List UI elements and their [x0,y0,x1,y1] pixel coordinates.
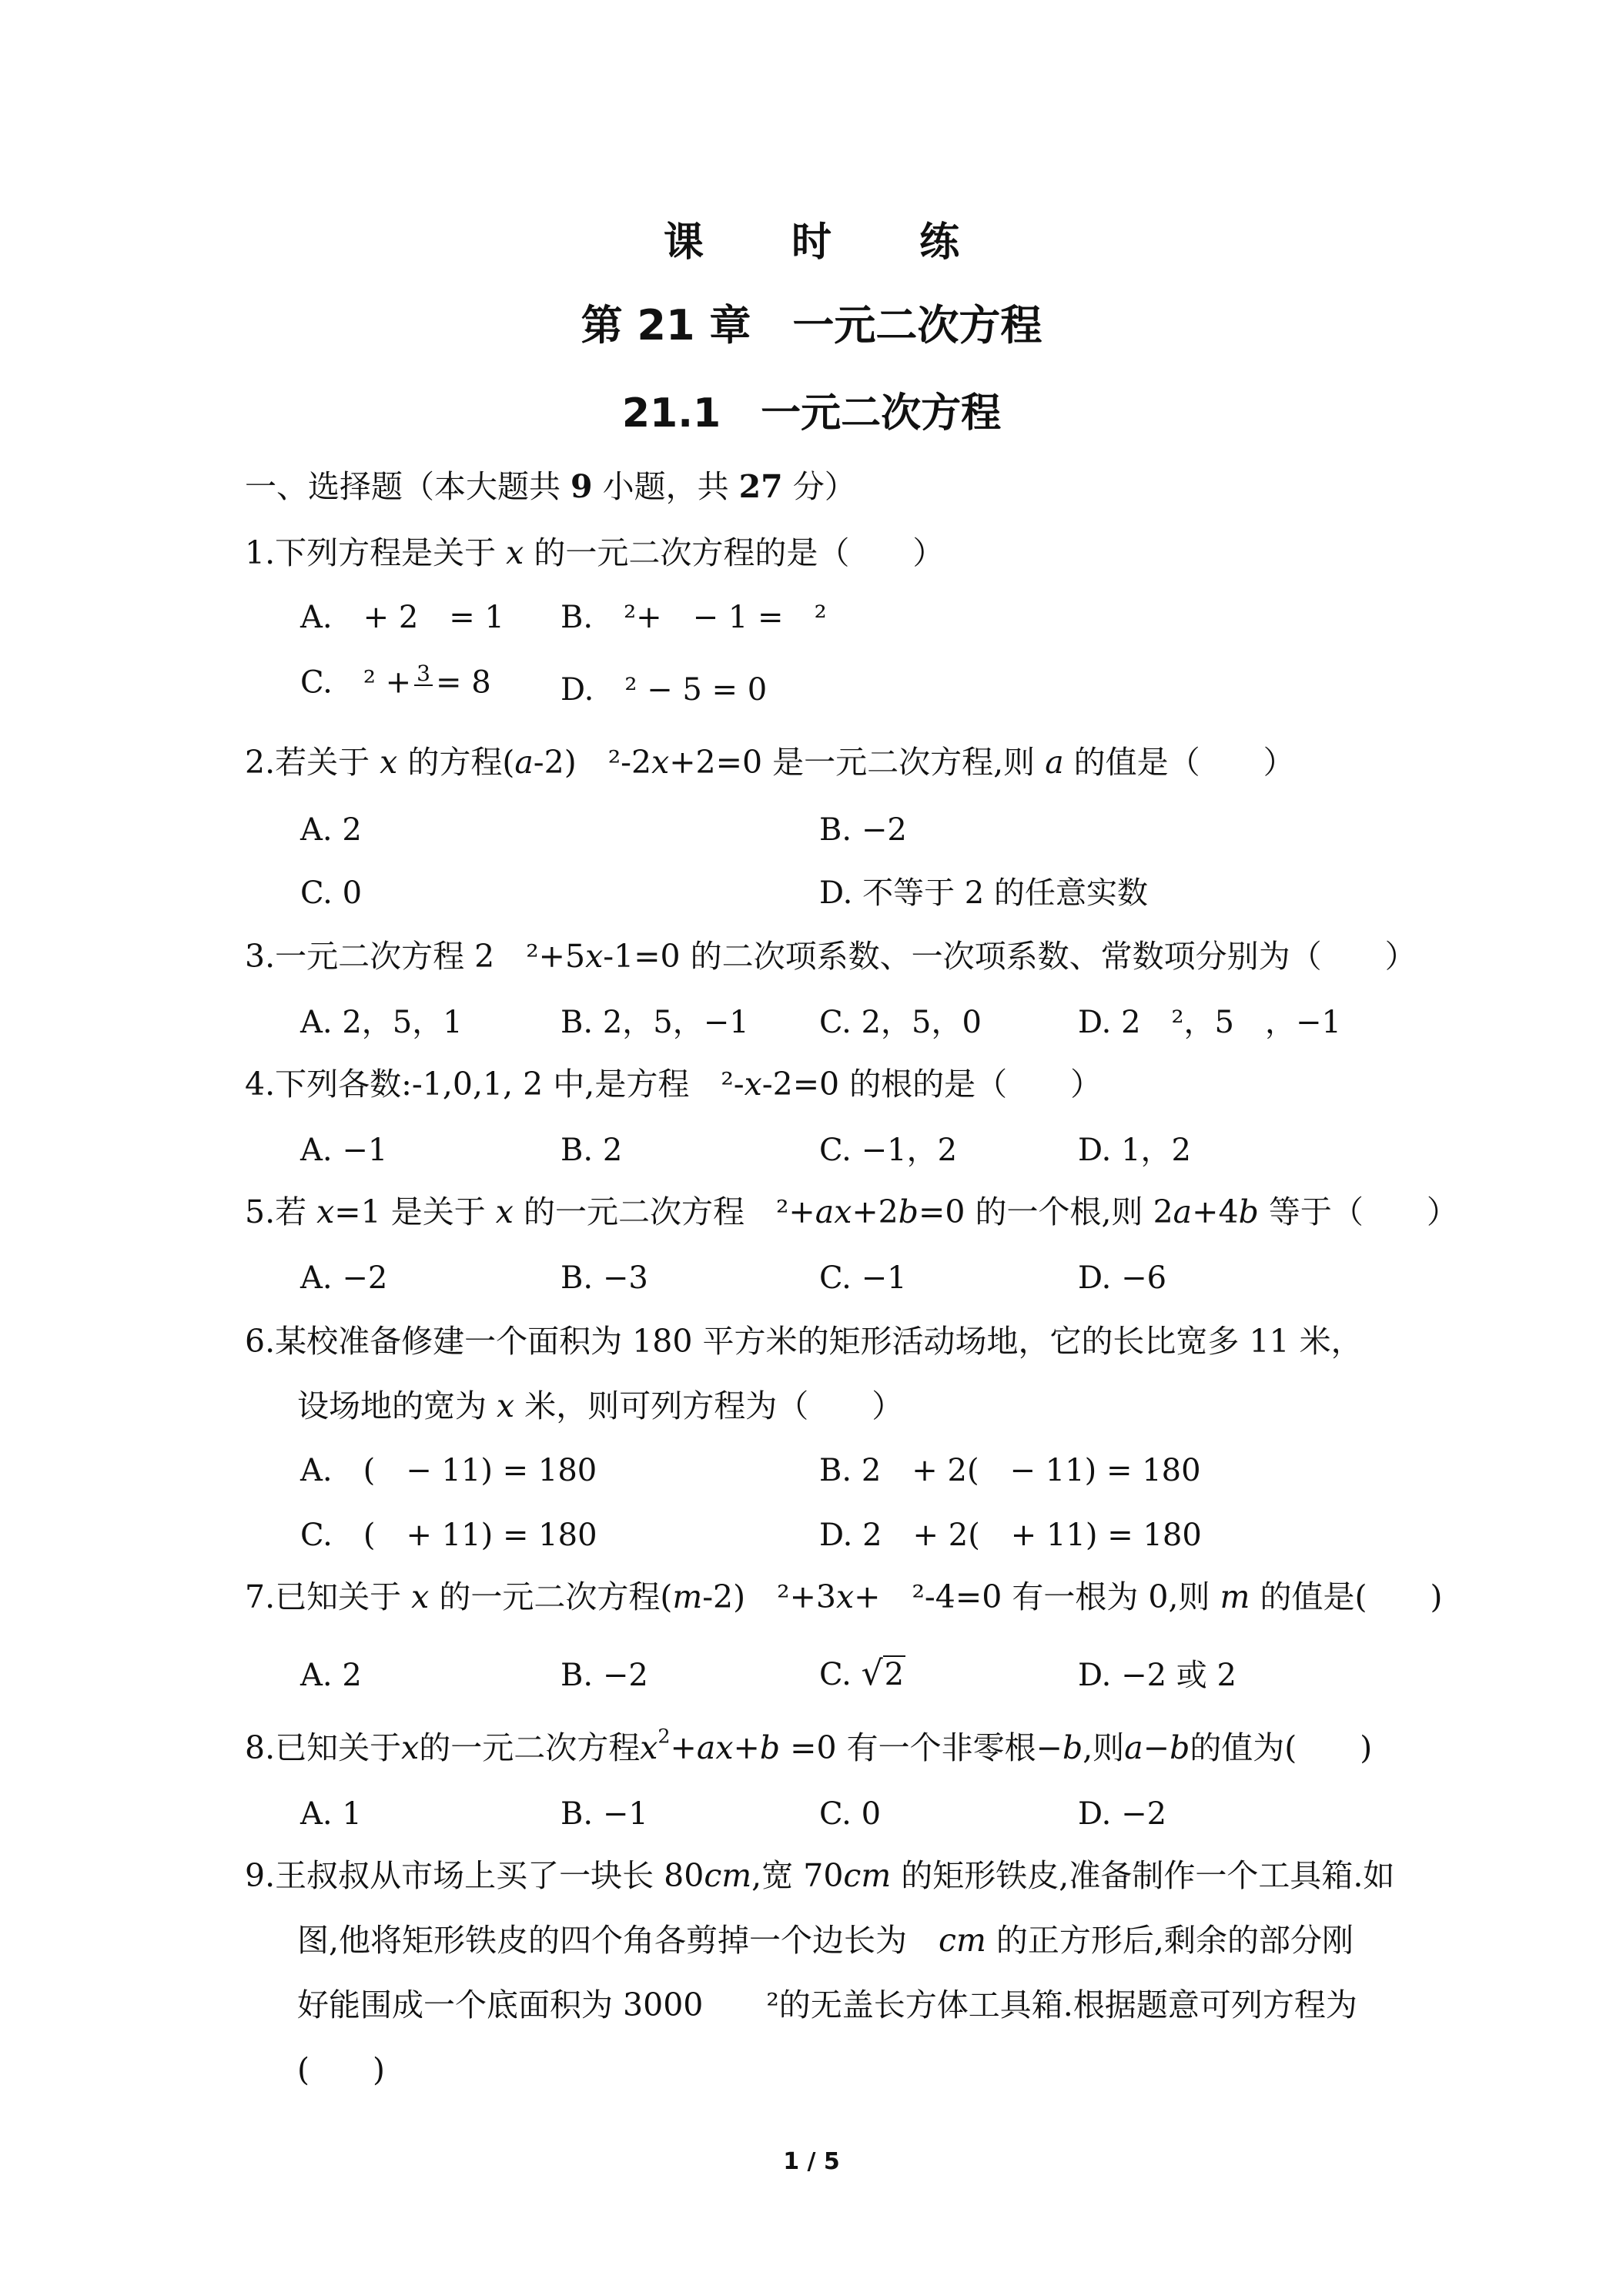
question-8-option-c: C. 0 [819,1796,882,1832]
question-3-option-a: A. 2，5，1 [300,1005,463,1040]
question-2-option-a: A. 2 [300,812,362,848]
question-4-stem: 4.下列各数:-1,0,1, 2 中,是方程 ²-x-2=0 的根的是（ ） [245,1066,1103,1103]
question-2-option-b: B. −2 [819,812,907,848]
question-5-option-d: D. −6 [1078,1260,1167,1296]
question-1-option-b: B. ²+ − 1 = ² [561,600,827,635]
question-6-option-d: D. 2 + 2( + 11) = 180 [819,1518,1202,1553]
page-number: 1 / 5 [783,2148,840,2175]
question-6-stem-line-2: 设场地的宽为 x 米，则可列方程为（ ） [297,1387,904,1424]
question-5-option-b: B. −3 [561,1260,648,1296]
question-2-option-c: C. 0 [300,875,363,911]
question-2-option-d: D. 不等于 2 的任意实数 [819,875,1148,911]
question-7-stem: 7.已知关于 x 的一元二次方程(m-2) ²+3x+ ²-4=0 有一根为 0,则 m 的值是( ) [245,1578,1443,1615]
question-4-option-b: B. 2 [561,1133,623,1168]
question-1-stem: 1.下列方程是关于 x 的一元二次方程的是（ ） [245,534,945,571]
question-9-stem-line-1: 9.王叔叔从市场上买了一块长 80cm,宽 70cm 的矩形铁皮,准备制作一个工具箱.如 [245,1857,1395,1894]
doc-title: 课 时 练 [663,219,997,266]
question-6-stem-line-1: 6.某校准备修建一个面积为 180 平方米的矩形活动场地，它的长比宽多 11 米， [245,1323,1363,1360]
chapter-title: 第 21 章 一元二次方程 [581,301,1042,350]
question-8-option-d: D. −2 [1078,1796,1167,1832]
section-heading: 一、选择题（本大题共 9 小题，共 27 分） [245,468,856,505]
question-3-option-d: D. 2 ²，5 ，−1 [1078,1005,1341,1040]
question-1-option-a: A. + 2 = 1 [300,600,504,635]
question-5-option-c: C. −1 [819,1260,907,1296]
question-8-option-a: A. 1 [300,1796,362,1832]
question-8-stem: 8.已知关于x的一元二次方程$x^2+ax+b =0$ 有一个非零根−b,则a−b的值为( ) [245,1724,1373,1766]
fraction: 3 [414,662,433,708]
question-3-option-c: C. 2，5，0 [819,1005,982,1040]
section-title: 21.1 一元二次方程 [621,390,1002,437]
question-9-stem-line-4: ( ) [297,2051,385,2088]
question-7-option-a: A. 2 [300,1658,362,1693]
square-root: √2 [861,1654,905,1693]
question-5-stem: 5.若 x=1 是关于 x 的一元二次方程 ²+ax+2b=0 的一个根,则 2a+4b 等于（ ） [245,1193,1458,1230]
question-4-option-a: A. −1 [300,1133,388,1168]
question-7-option-c: C. √2 [819,1654,905,1693]
question-1-option-d: D. ² − 5 = 0 [561,672,768,708]
question-6-option-c: C. ( + 11) = 180 [300,1518,597,1553]
question-3-stem: 3.一元二次方程 2 ²+5x-1=0 的二次项系数、一次项系数、常数项分别为（ ） [245,938,1417,975]
question-6-option-a: A. ( − 11) = 180 [300,1453,597,1488]
question-2-stem: 2.若关于 x 的方程(a-2) ²-2x+2=0 是一元二次方程,则 a 的值是（ ） [245,744,1295,781]
question-1-option-c: C. ² + 3 = 8 [300,662,491,708]
question-6-option-b: B. 2 + 2( − 11) = 180 [819,1453,1201,1488]
question-7-option-b: B. −2 [561,1658,648,1693]
question-8-option-b: B. −1 [561,1796,648,1832]
question-5-option-a: A. −2 [300,1260,388,1296]
question-3-option-b: B. 2，5，−1 [561,1005,749,1040]
question-9-stem-line-2: 图,他将矩形铁皮的四个角各剪掉一个边长为 cm 的正方形后,剩余的部分刚 [297,1922,1354,1959]
question-4-option-d: D. 1，2 [1078,1133,1191,1168]
question-7-option-d: D. −2 或 2 [1078,1658,1236,1693]
question-4-option-c: C. −1，2 [819,1133,958,1168]
question-9-stem-line-3: 好能围成一个底面积为 3000 ²的无盖长方体工具箱.根据题意可列方程为 [297,1986,1357,2023]
